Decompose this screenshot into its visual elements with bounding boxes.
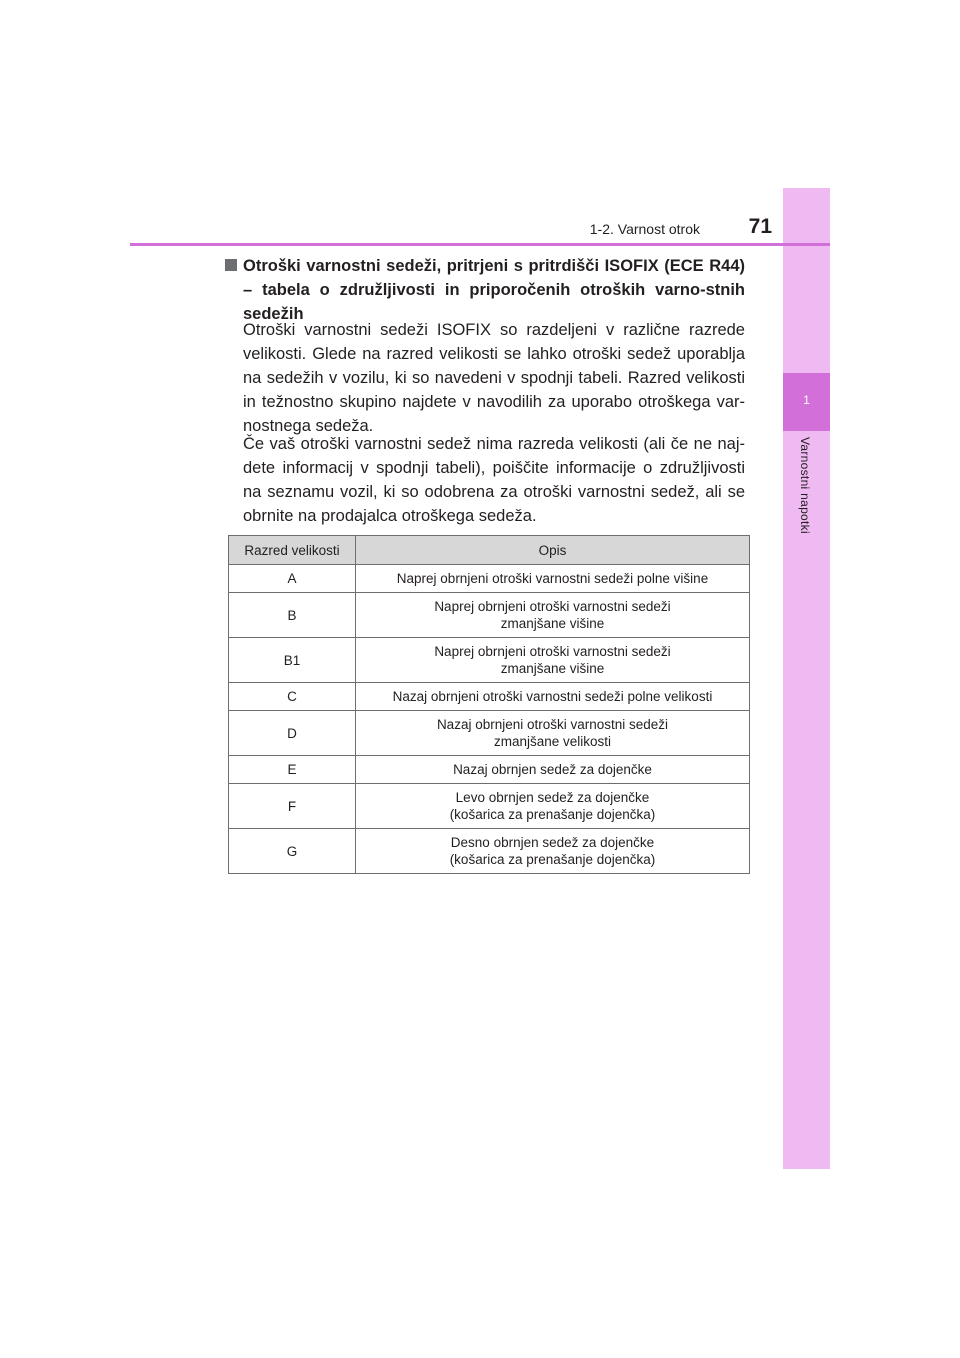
table-row bbox=[229, 711, 750, 756]
table-row bbox=[229, 683, 750, 711]
description-line: (košarica za prenašanje dojenčka) bbox=[449, 807, 656, 822]
chapter-title: Varnostni napotki bbox=[798, 437, 812, 534]
table-header-row bbox=[229, 536, 750, 565]
description-line: Desno obrnjen sedež za dojenčke bbox=[450, 835, 655, 850]
side-tab bbox=[783, 188, 830, 1169]
heading-text: Otroški varnostni sedeži, pritrjeni s pritrdišči ISOFIX (ECE R44) – tabela o združljivosti in priporočenih otroških varno-stnih sedežih bbox=[243, 257, 745, 323]
description-cell bbox=[356, 638, 750, 683]
description-line: zmanjšane velikosti bbox=[493, 734, 612, 749]
description-cell bbox=[356, 593, 750, 638]
description-line: Levo obrnjen sedež za dojenčke bbox=[455, 790, 650, 805]
description-cell bbox=[356, 784, 750, 829]
description-line: Naprej obrnjeni otroški varnostni sedeži polne višine bbox=[396, 571, 709, 586]
description-line: Nazaj obrnjeni otroški varnostni sedeži bbox=[436, 717, 669, 732]
table-row bbox=[229, 756, 750, 784]
table-row bbox=[229, 784, 750, 829]
section-heading bbox=[225, 254, 745, 326]
paragraph-compatibility: Če vaš otroški varnostni sedež nima razreda velikosti (ali če ne naj-dete informacij v spodnji tabeli), poiščite informacije o združljivosti na seznamu vozil, ki so odobrena za otroški varnostni sedež, ali se obrnite na prodajalca otroškega sedeža. bbox=[243, 435, 745, 525]
description-line: zmanjšane višine bbox=[500, 616, 605, 631]
chapter-number: 1 bbox=[803, 393, 810, 407]
table-row bbox=[229, 638, 750, 683]
size-class-cell: G bbox=[229, 829, 356, 874]
description-cell bbox=[356, 756, 750, 784]
table-row bbox=[229, 593, 750, 638]
description-line: Naprej obrnjeni otroški varnostni sedeži bbox=[434, 599, 671, 614]
size-class-cell: D bbox=[229, 711, 356, 756]
size-class-cell: A bbox=[229, 565, 356, 593]
description-cell bbox=[356, 829, 750, 874]
size-class-cell: E bbox=[229, 756, 356, 784]
description-line: (košarica za prenašanje dojenčka) bbox=[449, 852, 656, 867]
paragraph-size-classes: Otroški varnostni sedeži ISOFIX so razdeljeni v različne razrede velikosti. Glede na razred velikosti se lahko otroški sedež uporablja na sedežih v vozilu, ki so navedeni v spodnji tabeli. Razred velikosti in težnostno skupino najdete v navodilih za uporabo otroškega var-nostnega sedeža. bbox=[243, 321, 745, 435]
section-label: 1-2. Varnost otrok bbox=[589, 221, 700, 237]
header-size-class: Razred velikosti bbox=[229, 536, 356, 565]
size-class-cell: B1 bbox=[229, 638, 356, 683]
description-line: Nazaj obrnjeni otroški varnostni sedeži polne velikosti bbox=[392, 689, 713, 704]
size-class-table bbox=[228, 535, 750, 874]
table-row bbox=[229, 829, 750, 874]
description-line: zmanjšane višine bbox=[500, 661, 605, 676]
description-line: Naprej obrnjeni otroški varnostni sedeži bbox=[434, 644, 671, 659]
description-cell bbox=[356, 683, 750, 711]
size-class-cell: B bbox=[229, 593, 356, 638]
description-cell bbox=[356, 565, 750, 593]
description-cell bbox=[356, 711, 750, 756]
description-line: Nazaj obrnjen sedež za dojenčke bbox=[453, 762, 652, 777]
header-divider bbox=[130, 243, 830, 246]
page-number: 71 bbox=[748, 215, 772, 238]
size-class-cell: F bbox=[229, 784, 356, 829]
header-description: Opis bbox=[356, 536, 750, 565]
size-class-cell: C bbox=[229, 683, 356, 711]
table-row bbox=[229, 565, 750, 593]
square-bullet-icon bbox=[225, 259, 237, 271]
